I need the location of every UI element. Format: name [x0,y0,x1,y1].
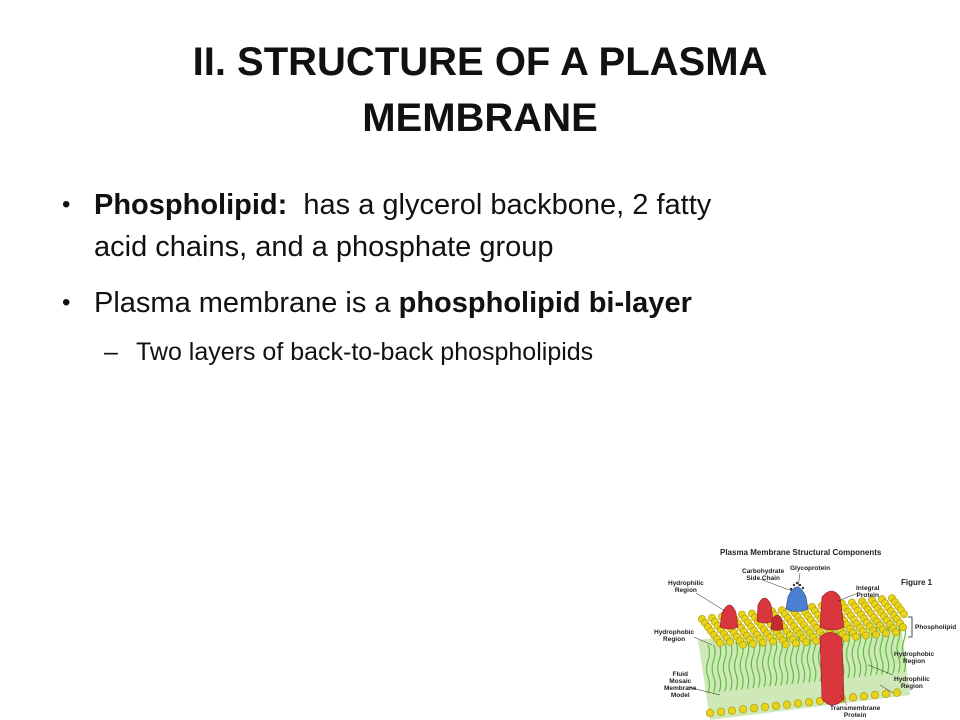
label-fluid-line-3: Membrane [664,685,697,692]
red-protein-left [720,605,738,629]
lipid-head [739,641,746,648]
bullet-phospholipid [60,184,890,268]
label-hydrophobic-right-line-2: Region [903,658,926,665]
bullet-text: Plasma membrane is a [94,287,399,319]
lipid-head [739,706,747,714]
label-transmembrane-line-1: Transmembrane [830,705,881,712]
lipid-head [769,638,776,645]
slide-title [60,34,900,146]
lipid-head [772,702,780,710]
red-protein-mid [757,598,773,623]
label-fluid-line-1: Fluid [672,671,689,678]
label-fluid-line-4: Model [670,692,690,699]
dash-icon: – [104,338,118,366]
lipid-head [852,633,859,640]
lipid-head [783,701,791,709]
lipid-head [860,692,868,700]
label-carbohydrate [742,568,784,582]
label-carbohydrate-line-2: Side Chain [746,575,780,582]
label-glycoprotein: Glycoprotein [790,565,831,572]
label-hydrophilic-right-line-1: Hydrophilic [894,676,930,683]
lipid-head [749,640,756,647]
lipid-head [842,634,849,641]
label-integral-protein [856,585,879,599]
label-hydrophilic-left-line-1: Hydrophilic [668,580,704,587]
lipid-head [717,708,725,716]
lipid-head [750,704,758,712]
lipid-head [882,690,890,698]
sub-bullet [60,334,890,370]
lipid-head [726,638,733,645]
label-hydrophilic-right [894,676,930,690]
lipid-head [716,639,723,646]
label-hydrophobic-right [894,651,934,665]
label-transmembrane-protein [830,705,880,719]
lipid-head [794,700,802,708]
bullet-text: has a glycerol backbone, 2 fatty [287,189,712,221]
label-fluid-mosaic [664,671,697,699]
figure-number: Figure 1 [901,578,933,587]
label-transmembrane-line-2: Protein [843,712,867,719]
lipid-head [899,624,906,631]
lipid-head [872,631,879,638]
lipid-head [761,703,769,711]
label-hydrophobic-left-line-2: Region [663,636,686,643]
glycoprotein-shape [786,587,808,612]
lipid-head [871,691,879,699]
label-hydrophilic-right-line-2: Region [900,683,923,690]
lipid-head [706,709,714,717]
sub-bullet-text: Two layers of back-to-back phospholipids [136,338,594,366]
bullet-line-2: acid chains, and a phosphate group [94,231,554,263]
label-phospholipid: Phospholipid [915,624,957,631]
label-hydrophilic-left-line-2: Region [674,587,697,594]
lipid-head [792,640,799,647]
lipid-head [802,639,809,646]
slide-title-line-1: II. STRUCTURE OF A PLASMA [192,40,768,84]
integral-protein-shape [820,591,844,630]
bullet-bold-term: Phospholipid: [94,189,288,221]
bullet-line-1 [94,184,890,226]
bullet-bold-term: phospholipid bi-layer [398,287,692,319]
label-hydrophilic-left [668,580,704,594]
figure-title: Plasma Membrane Structural Components [720,548,882,557]
bullet-bilayer [60,282,890,324]
lipid-head [862,632,869,639]
lipid-head [892,629,899,636]
label-integral-line-1: Integral [856,585,880,592]
bullet-dot-icon: • [62,191,71,218]
lipid-head [849,694,857,702]
lipid-head [882,630,889,637]
label-fluid-line-2: Mosaic [669,678,692,685]
label-hydrophobic-left-line-1: Hydrophobic [654,629,695,636]
label-carbohydrate-line-1: Carbohydrate [742,568,785,575]
lipid-head [759,639,766,646]
bullet-dot-icon: • [62,289,71,316]
lipid-head [812,638,819,645]
transmembrane-protein-shape [820,632,844,705]
slide-title-line-2: MEMBRANE [362,96,598,140]
bullet-list [60,184,890,370]
lipid-head [728,707,736,715]
lipid-head [805,698,813,706]
label-hydrophobic-right-line-1: Hydrophobic [894,651,935,658]
lipid-head [900,611,907,618]
label-hydrophobic-left [654,629,694,643]
label-integral-line-2: Protein [856,592,879,599]
lipid-head [782,641,789,648]
membrane-figure [650,545,957,720]
